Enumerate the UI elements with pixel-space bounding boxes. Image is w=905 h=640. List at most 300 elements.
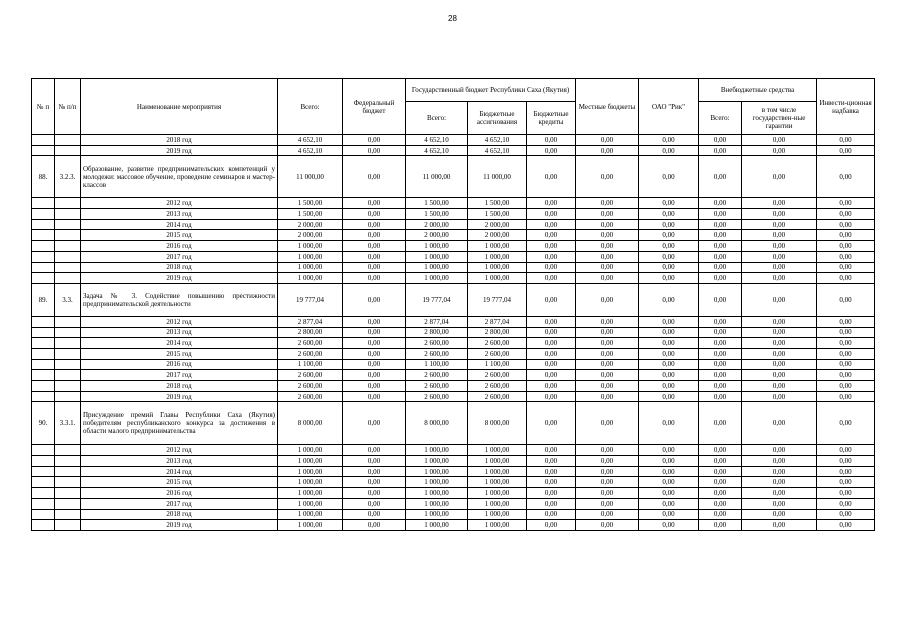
value-cell: 0,00 <box>343 251 406 262</box>
header-state-total: Всего: <box>406 102 468 135</box>
year-label: 2013 год <box>81 456 278 467</box>
value-cell: 0,00 <box>527 283 576 316</box>
value-cell: 0,00 <box>817 509 875 520</box>
value-cell: 0,00 <box>576 241 639 252</box>
measure-name: Образование, развитие предпринимательских компетенций у молодежи: массовое обучение, проведение семинаров и мастер-классов <box>81 156 278 198</box>
value-cell: 0,00 <box>817 498 875 509</box>
value-cell: 2 600,00 <box>278 391 343 402</box>
value-cell: 0,00 <box>742 198 817 209</box>
value-cell: 0,00 <box>527 135 576 146</box>
value-cell: 0,00 <box>576 477 639 488</box>
value-cell: 0,00 <box>817 359 875 370</box>
empty-cell <box>32 327 55 338</box>
value-cell: 0,00 <box>639 391 699 402</box>
value-cell: 1 000,00 <box>406 273 468 284</box>
year-row <box>32 198 875 209</box>
year-label: 2013 год <box>81 209 278 220</box>
value-cell: 0,00 <box>576 391 639 402</box>
value-cell: 0,00 <box>699 209 742 220</box>
year-row <box>32 230 875 241</box>
empty-cell <box>55 338 81 349</box>
value-cell: 0,00 <box>742 219 817 230</box>
year-row <box>32 316 875 327</box>
value-cell: 0,00 <box>527 466 576 477</box>
empty-cell <box>55 135 81 146</box>
value-cell: 0,00 <box>576 273 639 284</box>
value-cell: 0,00 <box>742 466 817 477</box>
value-cell: 0,00 <box>817 316 875 327</box>
value-cell: 0,00 <box>527 262 576 273</box>
value-cell: 0,00 <box>343 520 406 531</box>
item-code: 3.3. <box>55 283 81 316</box>
value-cell: 4 652,10 <box>468 145 527 156</box>
value-cell: 0,00 <box>699 509 742 520</box>
value-cell: 0,00 <box>527 456 576 467</box>
year-row <box>32 209 875 220</box>
value-cell: 0,00 <box>527 498 576 509</box>
value-cell: 0,00 <box>742 338 817 349</box>
value-cell: 2 600,00 <box>468 391 527 402</box>
value-cell: 0,00 <box>343 230 406 241</box>
year-row <box>32 241 875 252</box>
value-cell: 1 000,00 <box>468 241 527 252</box>
value-cell: 0,00 <box>639 273 699 284</box>
empty-cell <box>32 381 55 392</box>
year-label: 2018 год <box>81 262 278 273</box>
value-cell: 4 652,10 <box>278 145 343 156</box>
value-cell: 1 000,00 <box>278 477 343 488</box>
value-cell: 1 000,00 <box>278 509 343 520</box>
value-cell: 0,00 <box>527 209 576 220</box>
value-cell: 2 600,00 <box>278 348 343 359</box>
value-cell: 1 000,00 <box>468 488 527 499</box>
value-cell: 0,00 <box>527 370 576 381</box>
header-state-budget: Государственный бюджет Республики Саха (Якутия) <box>406 79 576 102</box>
empty-cell <box>32 477 55 488</box>
year-row <box>32 251 875 262</box>
value-cell: 0,00 <box>742 209 817 220</box>
empty-cell <box>55 445 81 456</box>
value-cell: 2 000,00 <box>468 230 527 241</box>
value-cell: 1 000,00 <box>406 456 468 467</box>
value-cell: 2 000,00 <box>278 219 343 230</box>
value-cell: 0,00 <box>343 477 406 488</box>
value-cell: 2 600,00 <box>278 370 343 381</box>
measure-row <box>32 283 875 316</box>
value-cell: 0,00 <box>639 370 699 381</box>
value-cell: 0,00 <box>699 219 742 230</box>
empty-cell <box>32 509 55 520</box>
value-cell: 0,00 <box>742 359 817 370</box>
measure-row <box>32 156 875 198</box>
value-cell: 1 000,00 <box>278 251 343 262</box>
header-invest: Инвести-ционная надбавка <box>817 79 875 135</box>
value-cell: 0,00 <box>639 135 699 146</box>
value-cell: 0,00 <box>817 466 875 477</box>
value-cell: 0,00 <box>742 273 817 284</box>
value-cell: 0,00 <box>576 283 639 316</box>
measure-name: Задача № 3. Содействие повышению престижности предпринимательской деятельности <box>81 283 278 316</box>
value-cell: 8 000,00 <box>468 402 527 445</box>
measure-name: Присуждение премий Главы Республики Саха (Якутия) победителям республиканского конкурса за достижения в области малого предпринимательства <box>81 402 278 445</box>
value-cell: 0,00 <box>527 219 576 230</box>
value-cell: 0,00 <box>699 327 742 338</box>
value-cell: 0,00 <box>639 348 699 359</box>
year-label: 2019 год <box>81 520 278 531</box>
header-np: № п <box>32 79 55 135</box>
year-label: 2019 год <box>81 391 278 402</box>
value-cell: 0,00 <box>699 477 742 488</box>
value-cell: 1 000,00 <box>278 445 343 456</box>
value-cell: 1 000,00 <box>278 262 343 273</box>
value-cell: 0,00 <box>742 283 817 316</box>
value-cell: 1 500,00 <box>278 209 343 220</box>
empty-cell <box>32 262 55 273</box>
value-cell: 0,00 <box>343 445 406 456</box>
value-cell: 2 000,00 <box>406 219 468 230</box>
year-row <box>32 466 875 477</box>
value-cell: 2 600,00 <box>468 370 527 381</box>
empty-cell <box>32 230 55 241</box>
value-cell: 0,00 <box>817 262 875 273</box>
empty-cell <box>55 477 81 488</box>
empty-cell <box>55 230 81 241</box>
header-extra-guar: в том числе государствен-ные гарантии <box>742 102 817 135</box>
value-cell: 0,00 <box>576 327 639 338</box>
value-cell: 2 600,00 <box>406 381 468 392</box>
year-label: 2014 год <box>81 219 278 230</box>
year-label: 2013 год <box>81 327 278 338</box>
empty-cell <box>55 391 81 402</box>
value-cell: 0,00 <box>639 466 699 477</box>
value-cell: 2 600,00 <box>406 391 468 402</box>
value-cell: 0,00 <box>639 520 699 531</box>
value-cell: 0,00 <box>699 456 742 467</box>
empty-cell <box>55 241 81 252</box>
value-cell: 0,00 <box>343 466 406 477</box>
empty-cell <box>55 219 81 230</box>
value-cell: 0,00 <box>817 370 875 381</box>
value-cell: 0,00 <box>639 283 699 316</box>
value-cell: 0,00 <box>576 219 639 230</box>
header-local: Местные бюджеты <box>576 79 639 135</box>
value-cell: 1 500,00 <box>406 198 468 209</box>
value-cell: 0,00 <box>343 370 406 381</box>
value-cell: 0,00 <box>576 466 639 477</box>
value-cell: 0,00 <box>343 327 406 338</box>
value-cell: 0,00 <box>639 488 699 499</box>
empty-cell <box>32 219 55 230</box>
value-cell: 0,00 <box>639 327 699 338</box>
value-cell: 0,00 <box>742 381 817 392</box>
value-cell: 0,00 <box>527 338 576 349</box>
empty-cell <box>32 241 55 252</box>
value-cell: 0,00 <box>639 402 699 445</box>
value-cell: 0,00 <box>699 498 742 509</box>
value-cell: 0,00 <box>817 488 875 499</box>
value-cell: 0,00 <box>639 477 699 488</box>
empty-cell <box>55 509 81 520</box>
year-label: 2014 год <box>81 338 278 349</box>
value-cell: 2 600,00 <box>468 348 527 359</box>
year-row <box>32 498 875 509</box>
header-name: Наименование мероприятия <box>81 79 278 135</box>
year-row <box>32 520 875 531</box>
value-cell: 0,00 <box>576 348 639 359</box>
table-header <box>32 79 875 135</box>
value-cell: 0,00 <box>817 338 875 349</box>
year-row <box>32 338 875 349</box>
empty-cell <box>32 391 55 402</box>
value-cell: 1 000,00 <box>406 241 468 252</box>
value-cell: 0,00 <box>639 509 699 520</box>
value-cell: 0,00 <box>817 327 875 338</box>
empty-cell <box>32 498 55 509</box>
value-cell: 0,00 <box>817 209 875 220</box>
value-cell: 0,00 <box>576 509 639 520</box>
value-cell: 1 000,00 <box>406 520 468 531</box>
value-cell: 0,00 <box>699 488 742 499</box>
year-label: 2017 год <box>81 498 278 509</box>
value-cell: 0,00 <box>817 381 875 392</box>
value-cell: 0,00 <box>699 445 742 456</box>
value-cell: 0,00 <box>527 391 576 402</box>
empty-cell <box>55 145 81 156</box>
year-row <box>32 509 875 520</box>
value-cell: 2 000,00 <box>468 219 527 230</box>
value-cell: 1 000,00 <box>278 241 343 252</box>
header-extra-total: Всего: <box>699 102 742 135</box>
value-cell: 0,00 <box>742 477 817 488</box>
value-cell: 0,00 <box>343 156 406 198</box>
value-cell: 0,00 <box>343 402 406 445</box>
empty-cell <box>32 135 55 146</box>
value-cell: 2 877,04 <box>406 316 468 327</box>
value-cell: 0,00 <box>817 156 875 198</box>
value-cell: 0,00 <box>699 402 742 445</box>
year-label: 2015 год <box>81 348 278 359</box>
value-cell: 2 600,00 <box>468 338 527 349</box>
empty-cell <box>55 466 81 477</box>
value-cell: 0,00 <box>527 359 576 370</box>
value-cell: 2 877,04 <box>468 316 527 327</box>
value-cell: 0,00 <box>343 283 406 316</box>
value-cell: 1 100,00 <box>468 359 527 370</box>
value-cell: 1 000,00 <box>278 456 343 467</box>
empty-cell <box>32 370 55 381</box>
value-cell: 0,00 <box>699 348 742 359</box>
value-cell: 0,00 <box>742 402 817 445</box>
empty-cell <box>55 327 81 338</box>
value-cell: 0,00 <box>742 520 817 531</box>
value-cell: 0,00 <box>527 156 576 198</box>
value-cell: 4 652,10 <box>406 145 468 156</box>
empty-cell <box>55 488 81 499</box>
value-cell: 0,00 <box>742 316 817 327</box>
year-label: 2018 год <box>81 509 278 520</box>
empty-cell <box>55 251 81 262</box>
value-cell: 1 500,00 <box>468 209 527 220</box>
year-row <box>32 370 875 381</box>
value-cell: 0,00 <box>343 145 406 156</box>
value-cell: 2 800,00 <box>278 327 343 338</box>
value-cell: 0,00 <box>527 145 576 156</box>
value-cell: 2 800,00 <box>468 327 527 338</box>
value-cell: 1 000,00 <box>468 456 527 467</box>
item-code: 3.3.1. <box>55 402 81 445</box>
empty-cell <box>55 370 81 381</box>
year-label: 2017 год <box>81 370 278 381</box>
value-cell: 0,00 <box>699 283 742 316</box>
value-cell: 0,00 <box>817 477 875 488</box>
value-cell: 1 000,00 <box>278 273 343 284</box>
year-label: 2015 год <box>81 477 278 488</box>
value-cell: 0,00 <box>343 509 406 520</box>
row-number: 89. <box>32 283 55 316</box>
value-cell: 0,00 <box>343 198 406 209</box>
empty-cell <box>32 145 55 156</box>
value-cell: 1 000,00 <box>468 251 527 262</box>
value-cell: 1 000,00 <box>278 520 343 531</box>
value-cell: 1 000,00 <box>406 251 468 262</box>
value-cell: 1 000,00 <box>468 466 527 477</box>
value-cell: 0,00 <box>742 509 817 520</box>
value-cell: 1 000,00 <box>406 488 468 499</box>
year-label: 2016 год <box>81 359 278 370</box>
value-cell: 19 777,04 <box>468 283 527 316</box>
value-cell: 0,00 <box>343 273 406 284</box>
year-label: 2018 год <box>81 135 278 146</box>
empty-cell <box>32 456 55 467</box>
header-npp: № п/п <box>55 79 81 135</box>
empty-cell <box>32 466 55 477</box>
empty-cell <box>32 273 55 284</box>
empty-cell <box>32 198 55 209</box>
value-cell: 0,00 <box>527 348 576 359</box>
value-cell: 0,00 <box>817 145 875 156</box>
value-cell: 11 000,00 <box>406 156 468 198</box>
value-cell: 0,00 <box>343 262 406 273</box>
empty-cell <box>55 381 81 392</box>
row-number: 90. <box>32 402 55 445</box>
table-body <box>32 135 875 531</box>
empty-cell <box>55 262 81 273</box>
value-cell: 0,00 <box>576 370 639 381</box>
empty-cell <box>55 498 81 509</box>
value-cell: 0,00 <box>817 198 875 209</box>
year-row <box>32 219 875 230</box>
row-number: 88. <box>32 156 55 198</box>
value-cell: 0,00 <box>576 445 639 456</box>
value-cell: 0,00 <box>576 198 639 209</box>
header-total: Всего: <box>278 79 343 135</box>
year-row <box>32 456 875 467</box>
value-cell: 2 600,00 <box>278 381 343 392</box>
year-row <box>32 488 875 499</box>
value-cell: 0,00 <box>699 338 742 349</box>
value-cell: 1 100,00 <box>406 359 468 370</box>
value-cell: 0,00 <box>742 391 817 402</box>
value-cell: 2 600,00 <box>468 381 527 392</box>
value-cell: 0,00 <box>699 381 742 392</box>
value-cell: 0,00 <box>576 145 639 156</box>
value-cell: 2 600,00 <box>406 338 468 349</box>
empty-cell <box>32 359 55 370</box>
value-cell: 0,00 <box>742 145 817 156</box>
value-cell: 0,00 <box>742 348 817 359</box>
year-row <box>32 359 875 370</box>
value-cell: 2 600,00 <box>406 370 468 381</box>
empty-cell <box>55 520 81 531</box>
value-cell: 0,00 <box>527 381 576 392</box>
value-cell: 0,00 <box>742 370 817 381</box>
value-cell: 0,00 <box>527 316 576 327</box>
value-cell: 1 000,00 <box>278 498 343 509</box>
value-cell: 0,00 <box>817 241 875 252</box>
year-row <box>32 145 875 156</box>
value-cell: 0,00 <box>817 251 875 262</box>
value-cell: 4 652,10 <box>278 135 343 146</box>
value-cell: 0,00 <box>639 498 699 509</box>
year-label: 2019 год <box>81 145 278 156</box>
value-cell: 1 000,00 <box>468 477 527 488</box>
value-cell: 2 600,00 <box>278 338 343 349</box>
year-label: 2012 год <box>81 198 278 209</box>
value-cell: 0,00 <box>527 198 576 209</box>
value-cell: 0,00 <box>639 209 699 220</box>
empty-cell <box>32 445 55 456</box>
value-cell: 0,00 <box>817 283 875 316</box>
value-cell: 0,00 <box>576 359 639 370</box>
value-cell: 0,00 <box>742 156 817 198</box>
value-cell: 0,00 <box>817 445 875 456</box>
value-cell: 0,00 <box>639 198 699 209</box>
value-cell: 0,00 <box>699 391 742 402</box>
year-row <box>32 381 875 392</box>
year-row <box>32 391 875 402</box>
empty-cell <box>55 348 81 359</box>
value-cell: 0,00 <box>639 456 699 467</box>
empty-cell <box>32 338 55 349</box>
value-cell: 0,00 <box>639 381 699 392</box>
year-label: 2015 год <box>81 230 278 241</box>
value-cell: 2 600,00 <box>406 348 468 359</box>
value-cell: 0,00 <box>742 445 817 456</box>
header-rik: ОАО "Рик" <box>639 79 699 135</box>
value-cell: 8 000,00 <box>406 402 468 445</box>
value-cell: 8 000,00 <box>278 402 343 445</box>
value-cell: 0,00 <box>576 209 639 220</box>
measure-row <box>32 402 875 445</box>
value-cell: 4 652,10 <box>406 135 468 146</box>
value-cell: 1 000,00 <box>278 466 343 477</box>
empty-cell <box>55 316 81 327</box>
value-cell: 2 877,04 <box>278 316 343 327</box>
value-cell: 0,00 <box>576 135 639 146</box>
year-row <box>32 477 875 488</box>
value-cell: 0,00 <box>527 520 576 531</box>
value-cell: 2 000,00 <box>406 230 468 241</box>
empty-cell <box>55 198 81 209</box>
value-cell: 0,00 <box>699 241 742 252</box>
value-cell: 0,00 <box>576 381 639 392</box>
header-federal: Федеральный бюджет <box>343 79 406 135</box>
value-cell: 0,00 <box>576 456 639 467</box>
year-label: 2012 год <box>81 445 278 456</box>
header-state-alloc: Бюджетные ассигнования <box>468 102 527 135</box>
value-cell: 0,00 <box>817 391 875 402</box>
value-cell: 0,00 <box>817 273 875 284</box>
